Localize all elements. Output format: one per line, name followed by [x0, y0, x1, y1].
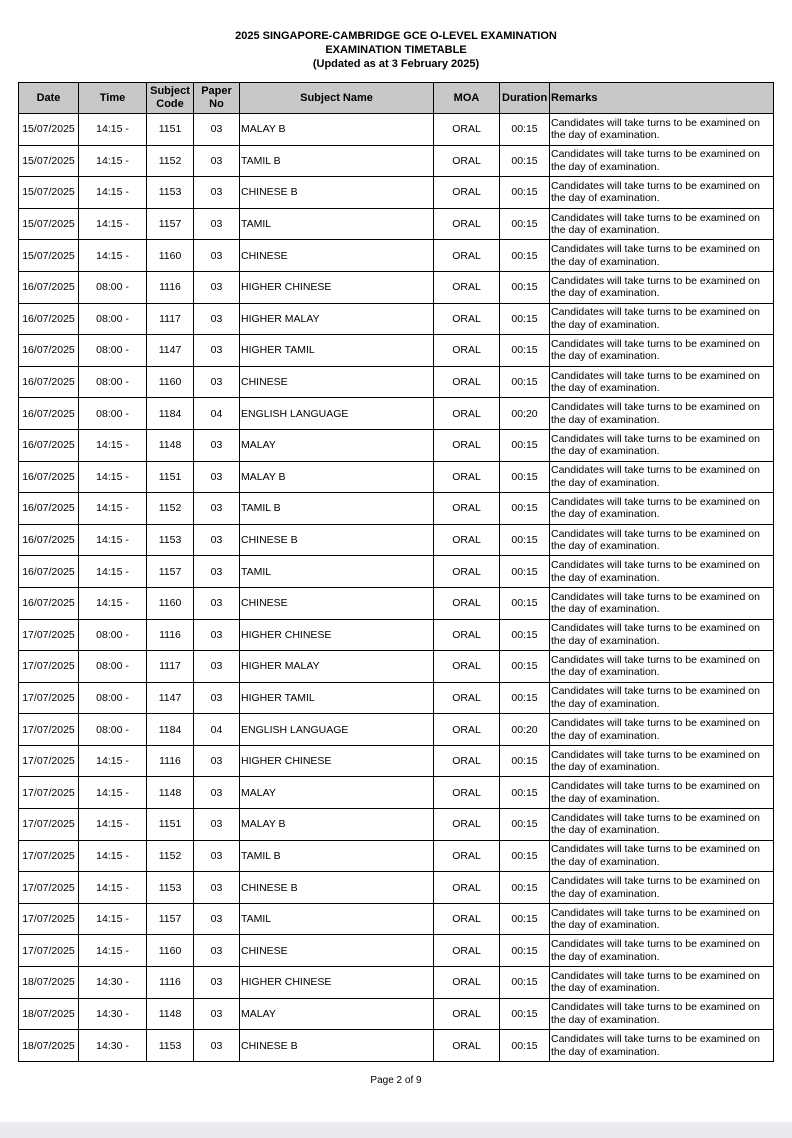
moa-cell: ORAL	[434, 1030, 500, 1062]
table-row	[19, 429, 774, 461]
duration-cell: 00:15	[500, 335, 550, 367]
remarks-cell: Candidates will take turns to be examined on the day of examination.	[550, 240, 774, 272]
paper-no-cell: 03	[194, 809, 240, 841]
remarks-cell: Candidates will take turns to be examined on the day of examination.	[550, 714, 774, 746]
table-row	[19, 998, 774, 1030]
date-cell: 18/07/2025	[19, 1030, 79, 1062]
table-row	[19, 240, 774, 272]
paper-no-cell: 03	[194, 903, 240, 935]
moa-cell: ORAL	[434, 682, 500, 714]
duration-cell: 00:15	[500, 840, 550, 872]
date-cell: 18/07/2025	[19, 998, 79, 1030]
paper-no-cell: 03	[194, 619, 240, 651]
table-row	[19, 967, 774, 999]
paper-no-cell: 03	[194, 366, 240, 398]
remarks-cell: Candidates will take turns to be examined on the day of examination.	[550, 271, 774, 303]
duration-cell: 00:15	[500, 809, 550, 841]
time-cell: 14:15 -	[79, 461, 147, 493]
paper-no-cell: 03	[194, 461, 240, 493]
duration-cell: 00:15	[500, 461, 550, 493]
remarks-cell: Candidates will take turns to be examined on the day of examination.	[550, 935, 774, 967]
moa-cell: ORAL	[434, 240, 500, 272]
table-row	[19, 556, 774, 588]
time-cell: 08:00 -	[79, 271, 147, 303]
moa-cell: ORAL	[434, 524, 500, 556]
time-cell: 08:00 -	[79, 335, 147, 367]
table-row	[19, 745, 774, 777]
page-number: Page 2 of 9	[370, 1075, 422, 1086]
subject-code-cell: 1152	[147, 493, 194, 525]
subject-code-cell: 1157	[147, 556, 194, 588]
paper-no-cell: 03	[194, 303, 240, 335]
timetable-title: EXAMINATION TIMETABLE	[325, 44, 467, 56]
remarks-cell: Candidates will take turns to be examined on the day of examination.	[550, 998, 774, 1030]
moa-cell: ORAL	[434, 303, 500, 335]
paper-no-cell: 03	[194, 145, 240, 177]
time-cell: 14:30 -	[79, 998, 147, 1030]
table-row	[19, 145, 774, 177]
subject-name-cell: MALAY B	[240, 114, 434, 146]
paper-no-cell: 03	[194, 967, 240, 999]
time-cell: 08:00 -	[79, 366, 147, 398]
time-cell: 08:00 -	[79, 619, 147, 651]
date-cell: 17/07/2025	[19, 682, 79, 714]
remarks-cell: Candidates will take turns to be examined on the day of examination.	[550, 651, 774, 683]
time-cell: 14:15 -	[79, 177, 147, 209]
moa-cell: ORAL	[434, 366, 500, 398]
paper-no-cell: 03	[194, 777, 240, 809]
paper-no-cell: 03	[194, 271, 240, 303]
duration-cell: 00:15	[500, 556, 550, 588]
time-cell: 08:00 -	[79, 682, 147, 714]
remarks-cell: Candidates will take turns to be examined on the day of examination.	[550, 398, 774, 430]
remarks-cell: Candidates will take turns to be examined on the day of examination.	[550, 777, 774, 809]
subject-code-cell: 1147	[147, 335, 194, 367]
date-cell: 16/07/2025	[19, 398, 79, 430]
column-header-subject-name: Subject Name	[240, 83, 434, 114]
moa-cell: ORAL	[434, 872, 500, 904]
time-cell: 14:15 -	[79, 556, 147, 588]
paper-no-cell: 03	[194, 872, 240, 904]
paper-no-cell: 03	[194, 556, 240, 588]
subject-name-cell: HIGHER CHINESE	[240, 271, 434, 303]
date-cell: 17/07/2025	[19, 840, 79, 872]
date-cell: 16/07/2025	[19, 429, 79, 461]
table-header-row	[19, 83, 774, 114]
moa-cell: ORAL	[434, 777, 500, 809]
duration-cell: 00:15	[500, 682, 550, 714]
date-cell: 16/07/2025	[19, 366, 79, 398]
date-cell: 16/07/2025	[19, 556, 79, 588]
duration-cell: 00:15	[500, 429, 550, 461]
subject-code-cell: 1116	[147, 619, 194, 651]
time-cell: 14:15 -	[79, 903, 147, 935]
duration-cell: 00:20	[500, 714, 550, 746]
date-cell: 16/07/2025	[19, 303, 79, 335]
date-cell: 17/07/2025	[19, 809, 79, 841]
subject-name-cell: MALAY B	[240, 809, 434, 841]
paper-no-cell: 03	[194, 114, 240, 146]
table-row	[19, 335, 774, 367]
time-cell: 14:15 -	[79, 429, 147, 461]
time-cell: 08:00 -	[79, 303, 147, 335]
table-row	[19, 903, 774, 935]
duration-cell: 00:15	[500, 619, 550, 651]
time-cell: 14:15 -	[79, 524, 147, 556]
subject-code-cell: 1184	[147, 714, 194, 746]
duration-cell: 00:15	[500, 967, 550, 999]
table-row	[19, 840, 774, 872]
subject-code-cell: 1160	[147, 366, 194, 398]
time-cell: 14:15 -	[79, 872, 147, 904]
subject-name-cell: HIGHER TAMIL	[240, 335, 434, 367]
update-note: (Updated as at 3 February 2025)	[312, 58, 480, 70]
duration-cell: 00:15	[500, 745, 550, 777]
subject-name-cell: ENGLISH LANGUAGE	[240, 714, 434, 746]
remarks-cell: Candidates will take turns to be examined on the day of examination.	[550, 335, 774, 367]
date-cell: 17/07/2025	[19, 745, 79, 777]
remarks-cell: Candidates will take turns to be examined on the day of examination.	[550, 840, 774, 872]
paper-no-cell: 03	[194, 651, 240, 683]
moa-cell: ORAL	[434, 903, 500, 935]
paper-no-cell: 03	[194, 208, 240, 240]
duration-cell: 00:15	[500, 1030, 550, 1062]
viewer-bottom-strip	[0, 1122, 792, 1138]
paper-no-cell: 03	[194, 429, 240, 461]
subject-name-cell: CHINESE	[240, 935, 434, 967]
subject-name-cell: TAMIL	[240, 556, 434, 588]
date-cell: 16/07/2025	[19, 493, 79, 525]
duration-cell: 00:15	[500, 777, 550, 809]
subject-name-cell: CHINESE	[240, 366, 434, 398]
subject-code-cell: 1148	[147, 429, 194, 461]
column-header-remarks: Remarks	[550, 83, 774, 114]
subject-name-cell: TAMIL	[240, 208, 434, 240]
duration-cell: 00:15	[500, 240, 550, 272]
subject-name-cell: HIGHER CHINESE	[240, 619, 434, 651]
table-row	[19, 114, 774, 146]
table-row	[19, 524, 774, 556]
column-header-time: Time	[79, 83, 147, 114]
subject-name-cell: CHINESE B	[240, 872, 434, 904]
remarks-cell: Candidates will take turns to be examined on the day of examination.	[550, 967, 774, 999]
date-cell: 17/07/2025	[19, 903, 79, 935]
time-cell: 14:30 -	[79, 967, 147, 999]
moa-cell: ORAL	[434, 177, 500, 209]
time-cell: 08:00 -	[79, 651, 147, 683]
column-header-subject-code: Subject Code	[147, 83, 194, 114]
date-cell: 15/07/2025	[19, 208, 79, 240]
remarks-cell: Candidates will take turns to be examined on the day of examination.	[550, 145, 774, 177]
remarks-cell: Candidates will take turns to be examined on the day of examination.	[550, 809, 774, 841]
duration-cell: 00:15	[500, 651, 550, 683]
table-row	[19, 714, 774, 746]
time-cell: 14:15 -	[79, 777, 147, 809]
duration-cell: 00:15	[500, 872, 550, 904]
time-cell: 14:30 -	[79, 1030, 147, 1062]
table-row	[19, 493, 774, 525]
subject-name-cell: HIGHER MALAY	[240, 303, 434, 335]
timetable-body	[19, 114, 774, 1062]
subject-code-cell: 1148	[147, 777, 194, 809]
paper-no-cell: 03	[194, 935, 240, 967]
time-cell: 14:15 -	[79, 240, 147, 272]
paper-no-cell: 03	[194, 745, 240, 777]
paper-no-cell: 03	[194, 240, 240, 272]
subject-code-cell: 1160	[147, 240, 194, 272]
timetable-table	[18, 82, 774, 1062]
table-row	[19, 271, 774, 303]
subject-code-cell: 1151	[147, 114, 194, 146]
remarks-cell: Candidates will take turns to be examined on the day of examination.	[550, 177, 774, 209]
table-row	[19, 682, 774, 714]
subject-code-cell: 1151	[147, 461, 194, 493]
date-cell: 18/07/2025	[19, 967, 79, 999]
remarks-cell: Candidates will take turns to be examined on the day of examination.	[550, 619, 774, 651]
duration-cell: 00:15	[500, 587, 550, 619]
paper-no-cell: 03	[194, 587, 240, 619]
duration-cell: 00:20	[500, 398, 550, 430]
time-cell: 14:15 -	[79, 587, 147, 619]
table-row	[19, 872, 774, 904]
subject-code-cell: 1153	[147, 177, 194, 209]
date-cell: 17/07/2025	[19, 619, 79, 651]
moa-cell: ORAL	[434, 429, 500, 461]
duration-cell: 00:15	[500, 177, 550, 209]
moa-cell: ORAL	[434, 809, 500, 841]
remarks-cell: Candidates will take turns to be examined on the day of examination.	[550, 303, 774, 335]
table-row	[19, 587, 774, 619]
subject-code-cell: 1152	[147, 840, 194, 872]
date-cell: 15/07/2025	[19, 114, 79, 146]
remarks-cell: Candidates will take turns to be examined on the day of examination.	[550, 903, 774, 935]
table-row	[19, 177, 774, 209]
moa-cell: ORAL	[434, 587, 500, 619]
moa-cell: ORAL	[434, 935, 500, 967]
remarks-cell: Candidates will take turns to be examined on the day of examination.	[550, 682, 774, 714]
moa-cell: ORAL	[434, 998, 500, 1030]
paper-no-cell: 03	[194, 682, 240, 714]
remarks-cell: Candidates will take turns to be examined on the day of examination.	[550, 587, 774, 619]
column-header-paper-no: Paper No	[194, 83, 240, 114]
paper-no-cell: 03	[194, 493, 240, 525]
paper-no-cell: 04	[194, 398, 240, 430]
moa-cell: ORAL	[434, 556, 500, 588]
subject-name-cell: CHINESE B	[240, 177, 434, 209]
duration-cell: 00:15	[500, 935, 550, 967]
subject-code-cell: 1117	[147, 303, 194, 335]
subject-code-cell: 1151	[147, 809, 194, 841]
table-row	[19, 935, 774, 967]
time-cell: 14:15 -	[79, 145, 147, 177]
remarks-cell: Candidates will take turns to be examined on the day of examination.	[550, 524, 774, 556]
date-cell: 16/07/2025	[19, 271, 79, 303]
subject-code-cell: 1184	[147, 398, 194, 430]
subject-name-cell: TAMIL B	[240, 493, 434, 525]
paper-no-cell: 03	[194, 524, 240, 556]
subject-code-cell: 1160	[147, 935, 194, 967]
moa-cell: ORAL	[434, 335, 500, 367]
subject-code-cell: 1160	[147, 587, 194, 619]
time-cell: 08:00 -	[79, 398, 147, 430]
paper-no-cell: 03	[194, 1030, 240, 1062]
column-header-moa: MOA	[434, 83, 500, 114]
duration-cell: 00:15	[500, 303, 550, 335]
subject-code-cell: 1117	[147, 651, 194, 683]
duration-cell: 00:15	[500, 145, 550, 177]
time-cell: 14:15 -	[79, 114, 147, 146]
duration-cell: 00:15	[500, 998, 550, 1030]
date-cell: 15/07/2025	[19, 145, 79, 177]
subject-name-cell: HIGHER CHINESE	[240, 967, 434, 999]
duration-cell: 00:15	[500, 114, 550, 146]
subject-code-cell: 1148	[147, 998, 194, 1030]
subject-code-cell: 1116	[147, 271, 194, 303]
date-cell: 17/07/2025	[19, 714, 79, 746]
subject-code-cell: 1153	[147, 524, 194, 556]
duration-cell: 00:15	[500, 524, 550, 556]
subject-code-cell: 1153	[147, 1030, 194, 1062]
subject-name-cell: MALAY	[240, 998, 434, 1030]
duration-cell: 00:15	[500, 493, 550, 525]
column-header-date: Date	[19, 83, 79, 114]
subject-code-cell: 1157	[147, 208, 194, 240]
document-header	[0, 29, 792, 71]
paper-no-cell: 03	[194, 335, 240, 367]
subject-name-cell: CHINESE B	[240, 524, 434, 556]
duration-cell: 00:15	[500, 208, 550, 240]
moa-cell: ORAL	[434, 619, 500, 651]
date-cell: 15/07/2025	[19, 240, 79, 272]
moa-cell: ORAL	[434, 651, 500, 683]
table-row	[19, 809, 774, 841]
duration-cell: 00:15	[500, 366, 550, 398]
subject-name-cell: TAMIL	[240, 903, 434, 935]
moa-cell: ORAL	[434, 461, 500, 493]
subject-code-cell: 1147	[147, 682, 194, 714]
remarks-cell: Candidates will take turns to be examined on the day of examination.	[550, 366, 774, 398]
subject-code-cell: 1152	[147, 145, 194, 177]
remarks-cell: Candidates will take turns to be examined on the day of examination.	[550, 114, 774, 146]
table-row	[19, 1030, 774, 1062]
subject-name-cell: TAMIL B	[240, 840, 434, 872]
paper-no-cell: 03	[194, 177, 240, 209]
duration-cell: 00:15	[500, 903, 550, 935]
time-cell: 14:15 -	[79, 493, 147, 525]
paper-no-cell: 04	[194, 714, 240, 746]
table-row	[19, 208, 774, 240]
subject-code-cell: 1116	[147, 745, 194, 777]
date-cell: 17/07/2025	[19, 777, 79, 809]
subject-name-cell: CHINESE	[240, 240, 434, 272]
subject-name-cell: MALAY	[240, 777, 434, 809]
remarks-cell: Candidates will take turns to be examined on the day of examination.	[550, 461, 774, 493]
subject-code-cell: 1116	[147, 967, 194, 999]
moa-cell: ORAL	[434, 967, 500, 999]
table-row	[19, 619, 774, 651]
moa-cell: ORAL	[434, 745, 500, 777]
remarks-cell: Candidates will take turns to be examined on the day of examination.	[550, 745, 774, 777]
moa-cell: ORAL	[434, 208, 500, 240]
remarks-cell: Candidates will take turns to be examined on the day of examination.	[550, 1030, 774, 1062]
date-cell: 17/07/2025	[19, 651, 79, 683]
table-row	[19, 366, 774, 398]
time-cell: 08:00 -	[79, 714, 147, 746]
time-cell: 14:15 -	[79, 935, 147, 967]
remarks-cell: Candidates will take turns to be examined on the day of examination.	[550, 429, 774, 461]
moa-cell: ORAL	[434, 114, 500, 146]
date-cell: 16/07/2025	[19, 587, 79, 619]
moa-cell: ORAL	[434, 493, 500, 525]
subject-name-cell: CHINESE	[240, 587, 434, 619]
subject-name-cell: HIGHER TAMIL	[240, 682, 434, 714]
subject-name-cell: MALAY B	[240, 461, 434, 493]
paper-no-cell: 03	[194, 998, 240, 1030]
table-row	[19, 777, 774, 809]
column-header-duration: Duration	[500, 83, 550, 114]
subject-code-cell: 1153	[147, 872, 194, 904]
exam-title: 2025 SINGAPORE-CAMBRIDGE GCE O-LEVEL EXAMINATION	[235, 30, 557, 42]
time-cell: 14:15 -	[79, 840, 147, 872]
date-cell: 16/07/2025	[19, 335, 79, 367]
remarks-cell: Candidates will take turns to be examined on the day of examination.	[550, 556, 774, 588]
table-row	[19, 398, 774, 430]
table-row	[19, 651, 774, 683]
subject-name-cell: MALAY	[240, 429, 434, 461]
subject-code-cell: 1157	[147, 903, 194, 935]
time-cell: 14:15 -	[79, 208, 147, 240]
date-cell: 15/07/2025	[19, 177, 79, 209]
moa-cell: ORAL	[434, 271, 500, 303]
paper-no-cell: 03	[194, 840, 240, 872]
remarks-cell: Candidates will take turns to be examined on the day of examination.	[550, 208, 774, 240]
subject-name-cell: TAMIL B	[240, 145, 434, 177]
moa-cell: ORAL	[434, 145, 500, 177]
remarks-cell: Candidates will take turns to be examined on the day of examination.	[550, 493, 774, 525]
time-cell: 14:15 -	[79, 745, 147, 777]
date-cell: 17/07/2025	[19, 872, 79, 904]
moa-cell: ORAL	[434, 840, 500, 872]
date-cell: 17/07/2025	[19, 935, 79, 967]
subject-name-cell: ENGLISH LANGUAGE	[240, 398, 434, 430]
duration-cell: 00:15	[500, 271, 550, 303]
subject-name-cell: CHINESE B	[240, 1030, 434, 1062]
remarks-cell: Candidates will take turns to be examined on the day of examination.	[550, 872, 774, 904]
date-cell: 16/07/2025	[19, 524, 79, 556]
subject-name-cell: HIGHER CHINESE	[240, 745, 434, 777]
table-row	[19, 461, 774, 493]
time-cell: 14:15 -	[79, 809, 147, 841]
moa-cell: ORAL	[434, 398, 500, 430]
moa-cell: ORAL	[434, 714, 500, 746]
date-cell: 16/07/2025	[19, 461, 79, 493]
subject-name-cell: HIGHER MALAY	[240, 651, 434, 683]
table-row	[19, 303, 774, 335]
